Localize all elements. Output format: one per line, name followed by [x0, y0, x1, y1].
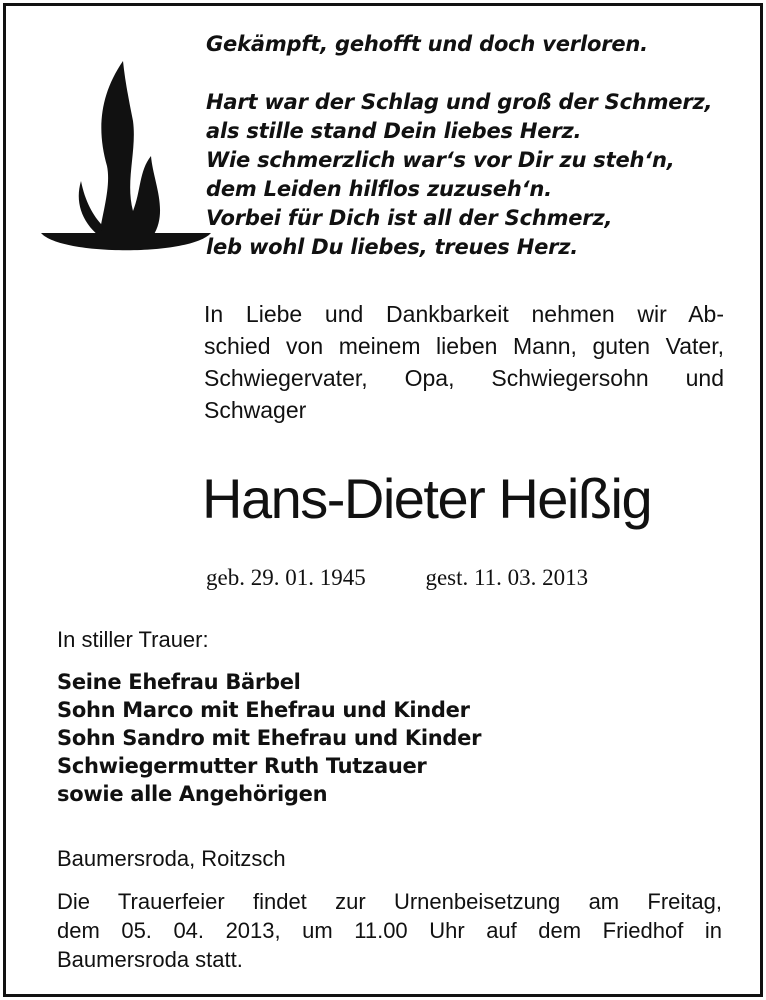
life-dates [206, 563, 726, 593]
funeral-notice [57, 887, 722, 974]
poem-heading: Gekämpft, gehofft und doch verloren. [206, 32, 648, 56]
poem-line: dem Leiden hilflos zuzuseh‘n. [206, 177, 552, 201]
poem-spacer [206, 59, 746, 88]
obituary-frame [3, 3, 763, 997]
birth-date: geb. 29. 01. 1945 [206, 565, 366, 590]
deceased-name: Hans-Dieter Heißig [202, 467, 652, 530]
funeral-line: Die Trauerfeier findet zur Urnenbeisetzung am Freitag, [57, 889, 722, 914]
funeral-line: Baumersroda statt. [57, 947, 243, 972]
intro-line: Schwager [204, 397, 307, 423]
mourner: Sohn Sandro mit Ehefrau und Kinder [57, 726, 482, 750]
intro-line: Schwiegervater, Opa, Schwiegersohn und [204, 365, 724, 391]
mourning-label: In stiller Trauer: [57, 627, 209, 652]
intro-line: schied von meinem lieben Mann, guten Vater, [204, 333, 724, 359]
poem-line: Vorbei für Dich ist all der Schmerz, [206, 206, 613, 230]
location: Baumersroda, Roitzsch [57, 846, 286, 871]
flame-bowl-icon [41, 61, 211, 261]
poem [206, 30, 746, 262]
mourners-list [57, 668, 481, 808]
mourner: Sohn Marco mit Ehefrau und Kinder [57, 698, 470, 722]
poem-line: leb wohl Du liebes, treues Herz. [206, 235, 579, 259]
poem-line: Wie schmerzlich war‘s vor Dir zu steh‘n, [206, 148, 675, 172]
poem-line: als stille stand Dein liebes Herz. [206, 119, 582, 143]
mourner: Seine Ehefrau Bärbel [57, 670, 301, 694]
funeral-line: dem 05. 04. 2013, um 11.00 Uhr auf dem Friedhof in [57, 918, 722, 943]
poem-line: Hart war der Schlag und groß der Schmerz, [206, 90, 713, 114]
intro-line: In Liebe und Dankbarkeit nehmen wir Ab- [204, 301, 724, 327]
mourner: sowie alle Angehörigen [57, 782, 328, 806]
intro-paragraph [204, 298, 724, 426]
death-date: gest. 11. 03. 2013 [425, 565, 589, 590]
mourner: Schwiegermutter Ruth Tutzauer [57, 754, 427, 778]
